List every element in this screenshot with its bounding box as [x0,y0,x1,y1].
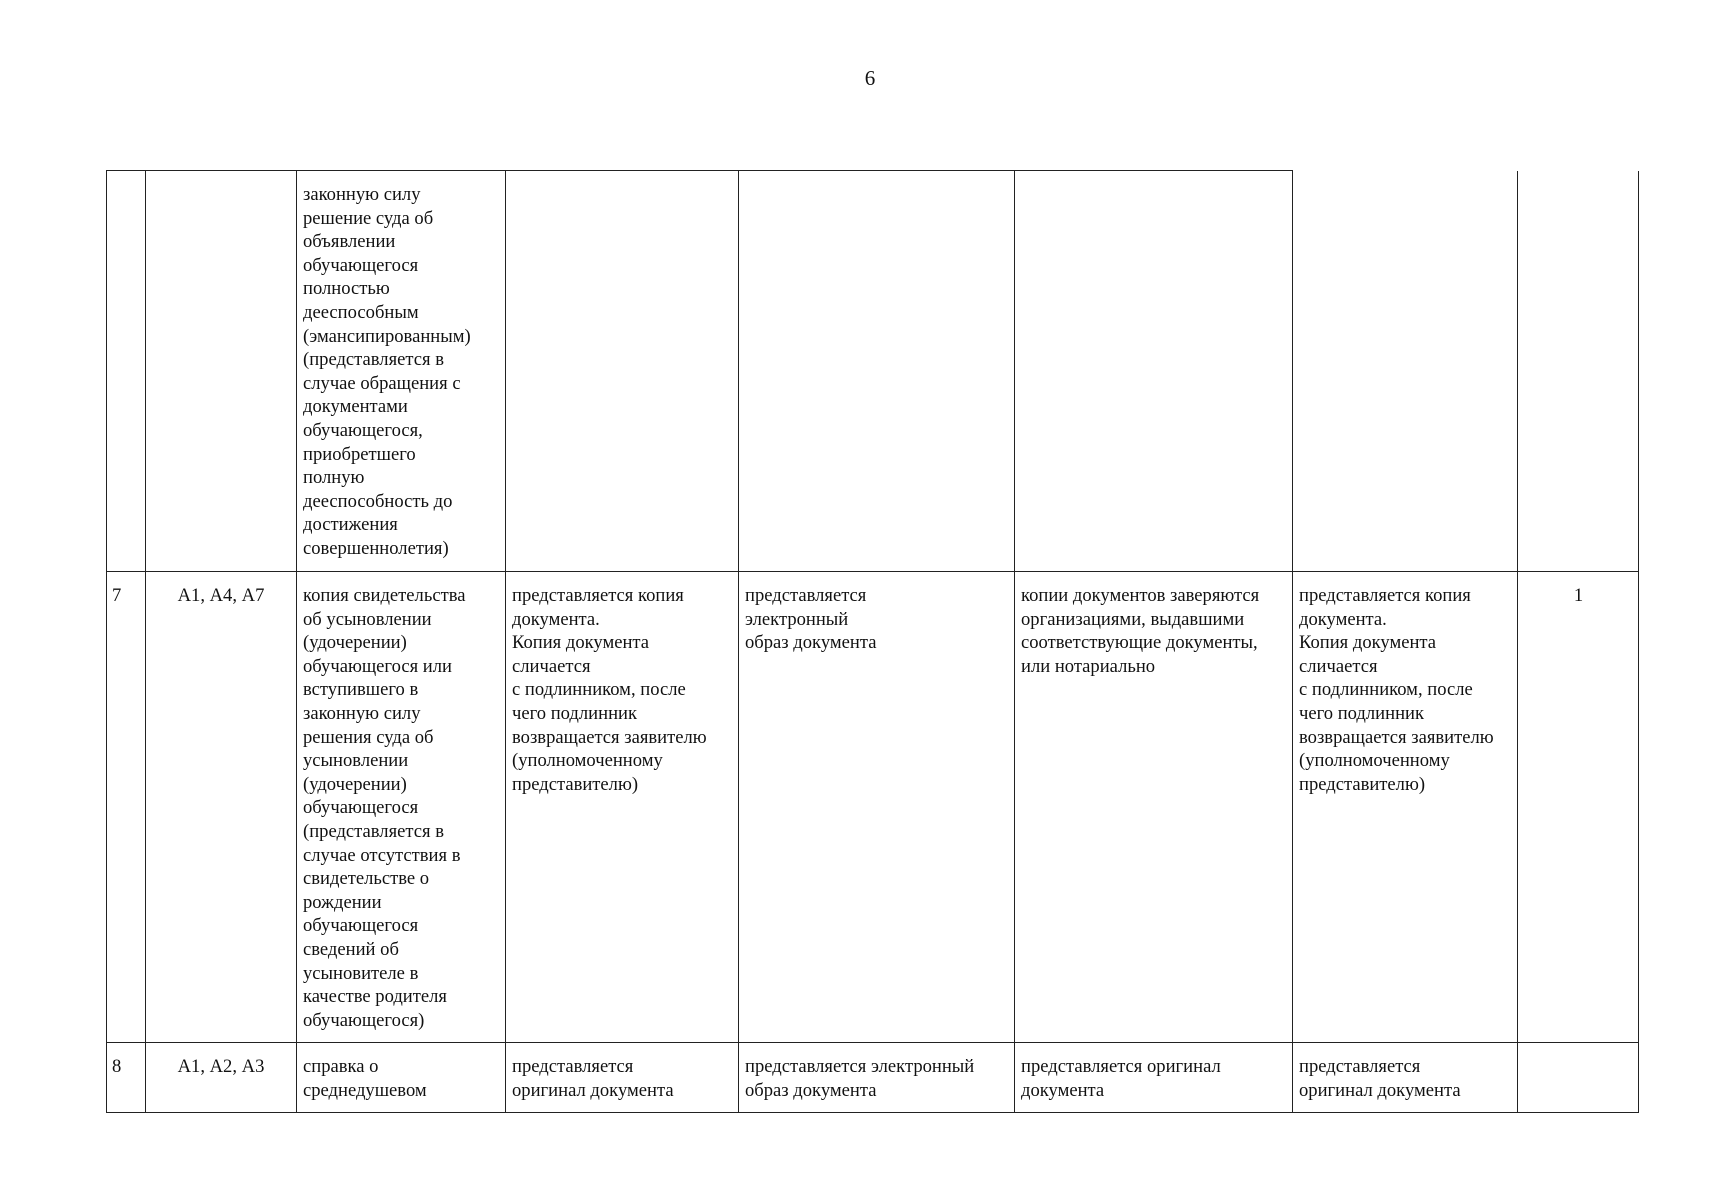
certification-requirements-cell: копии документов заверяются организациями, выдавшими соответствующие документы, или нотариально [1015,572,1293,1043]
submission-electronic-cell: представляется электронный образ документа [739,572,1015,1043]
submission-mfc-cell: представляется оригинал документа [1293,1043,1518,1113]
table-row [107,572,1639,1043]
table-row [107,1043,1639,1113]
document-name-cell: копия свидетельства об усыновлении (удочерении) обучающегося или вступившего в законную силу решения суда об усыновлении (удочерении) обучающегося (представляется в случае отсутствия в свидетельстве о рождении обучающегося сведений об усыновителе в качестве родителя обучающегося) [297,572,506,1043]
table-row [107,171,1639,572]
row-number-cell [107,171,146,572]
applicant-codes-cell: А1, А4, А7 [146,572,297,1043]
submission-mfc-cell: представляется копия документа. Копия документа сличается с подлинником, после чего подлинник возвращается заявителю (уполномоченному представителю) [1293,572,1518,1043]
submission-electronic-cell [739,171,1015,572]
document-name-cell: справка о среднедушевом [297,1043,506,1113]
copies-count-cell [1518,1043,1639,1113]
document-name-cell: законную силу решение суда об объявлении обучающегося полностью дееспособным (эмансипированным) (представляется в случае обращения с документами обучающегося, приобретшего полную дееспособность до достижения совершеннолетия) [297,171,506,572]
copies-count-cell [1518,171,1639,572]
certification-requirements-cell [1015,171,1293,572]
row-number-cell: 7 [107,572,146,1043]
documents-table [106,170,1639,1113]
submission-in-person-cell: представляется оригинал документа [506,1043,739,1113]
submission-in-person-cell: представляется копия документа. Копия документа сличается с подлинником, после чего подлинник возвращается заявителю (уполномоченному представителю) [506,572,739,1043]
submission-mfc-cell [1293,171,1518,572]
applicant-codes-cell: А1, А2, А3 [146,1043,297,1113]
page-number: 6 [864,66,876,90]
submission-in-person-cell [506,171,739,572]
row-number-cell: 8 [107,1043,146,1113]
copies-count-cell: 1 [1518,572,1639,1043]
certification-requirements-cell: представляется оригинал документа [1015,1043,1293,1113]
applicant-codes-cell [146,171,297,572]
submission-electronic-cell: представляется электронный образ документа [739,1043,1015,1113]
